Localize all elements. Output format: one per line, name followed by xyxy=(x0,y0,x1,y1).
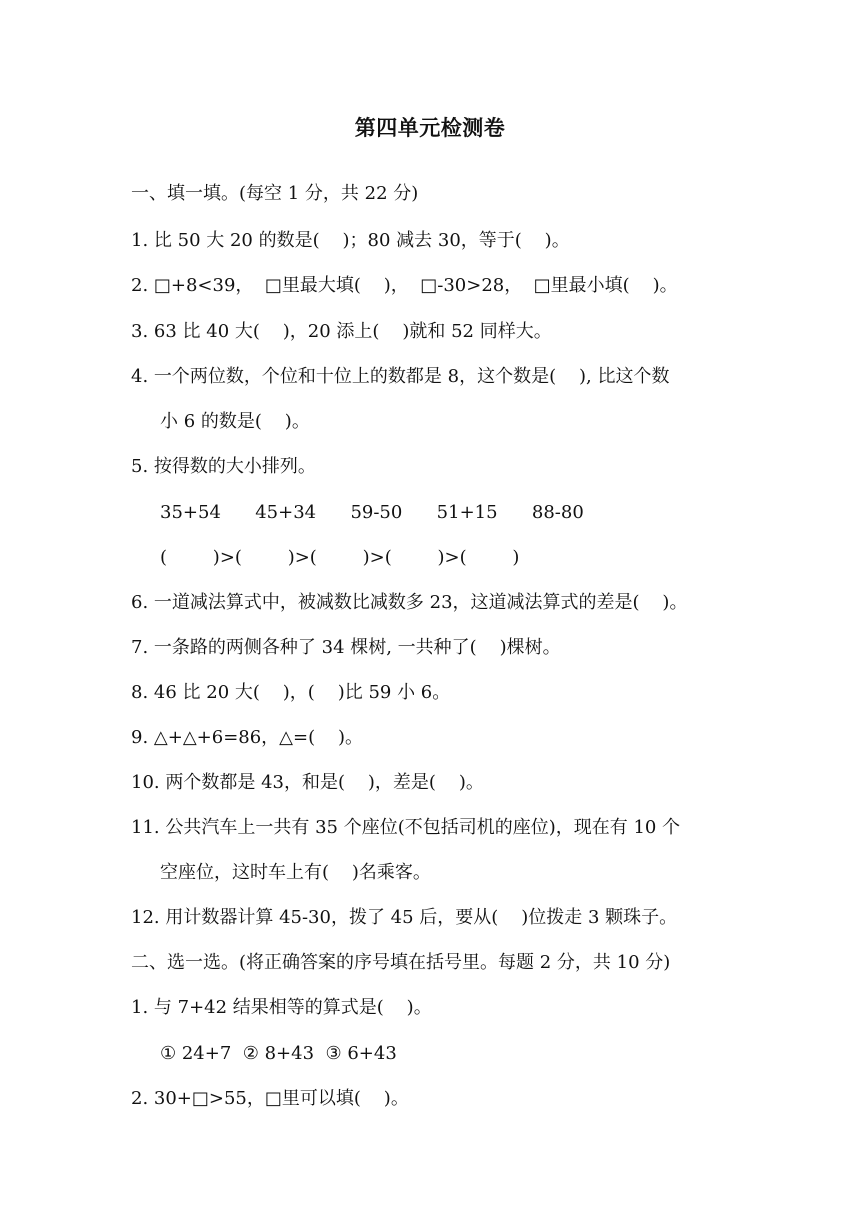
question-2-1-options: ① 24+7 ② 8+43 ③ 6+43 xyxy=(160,1043,397,1064)
question-1-5-answer-blanks: ( )>( )>( )>( )>( ) xyxy=(160,547,520,568)
question-1-8: 8. 46 比 20 大( )，( )比 59 小 6。 xyxy=(131,682,451,703)
question-1-6: 6. 一道减法算式中，被减数比减数多 23，这道减法算式的差是( )。 xyxy=(131,592,688,613)
question-1-4: 4. 一个两位数，个位和十位上的数都是 8，这个数是( ), 比这个数 xyxy=(131,366,670,387)
question-1-10: 10. 两个数都是 43，和是( )，差是( )。 xyxy=(131,772,484,793)
question-1-11-continued: 空座位，这时车上有( )名乘客。 xyxy=(160,862,431,883)
question-2-2: 2. 30+□>55，□里可以填( )。 xyxy=(131,1088,409,1109)
question-1-5-expressions: 35+54 45+34 59-50 51+15 88-80 xyxy=(160,502,584,523)
question-1-5: 5. 按得数的大小排列。 xyxy=(131,456,316,477)
question-1-9: 9. △+△+6=86，△=( )。 xyxy=(131,727,364,748)
question-1-7: 7. 一条路的两侧各种了 34 棵树, 一共种了( )棵树。 xyxy=(131,637,561,658)
question-1-12: 12. 用计数器计算 45-30，拨了 45 后，要从( )位拨走 3 颗珠子。 xyxy=(131,907,678,928)
question-1-4-continued: 小 6 的数是( )。 xyxy=(160,411,310,432)
question-1-2: 2. □+8<39， □里最大填( )， □-30>28， □里最小填( )。 xyxy=(131,275,678,296)
question-2-1: 1. 与 7+42 结果相等的算式是( )。 xyxy=(131,997,432,1018)
page-title: 第四单元检测卷 xyxy=(354,116,506,140)
question-1-11: 11. 公共汽车上一共有 35 个座位(不包括司机的座位)，现在有 10 个 xyxy=(131,817,681,838)
question-1-1: 1. 比 50 大 20 的数是( )；80 减去 30，等于( )。 xyxy=(131,230,570,251)
question-1-3: 3. 63 比 40 大( )，20 添上( )就和 52 同样大。 xyxy=(131,321,552,342)
section-heading-choose: 二、选一选。(将正确答案的序号填在括号里。每题 2 分，共 10 分) xyxy=(131,952,671,973)
section-heading-fill-in: 一、填一填。(每空 1 分，共 22 分) xyxy=(131,183,419,204)
